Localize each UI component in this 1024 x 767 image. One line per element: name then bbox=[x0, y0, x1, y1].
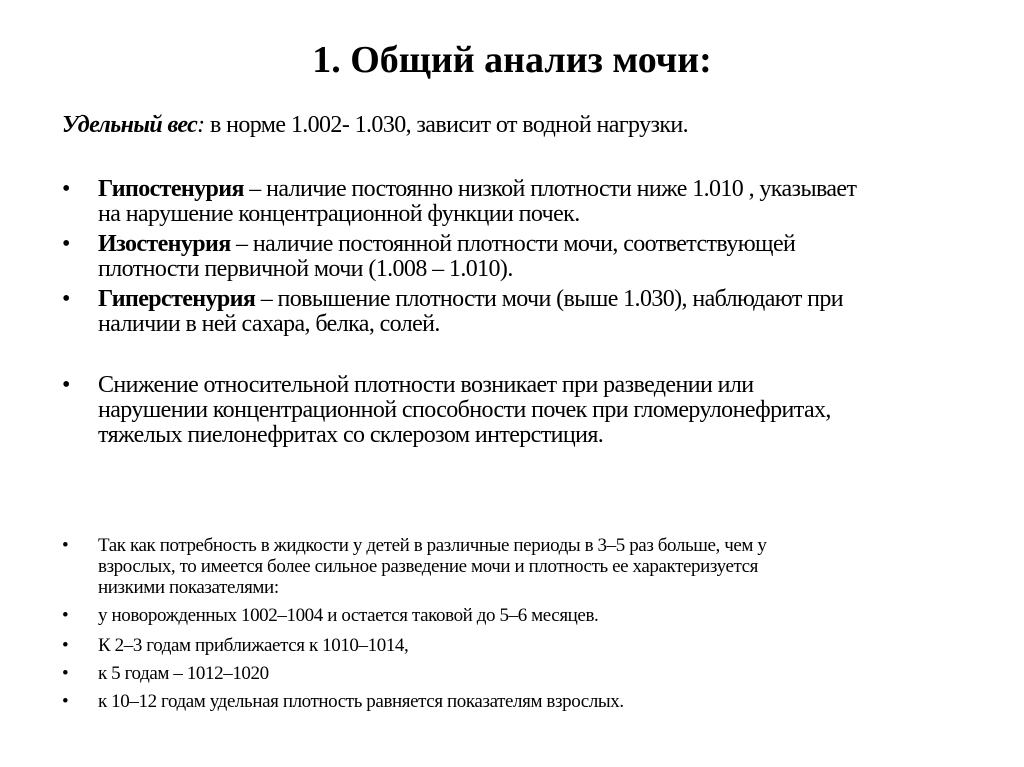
bullet-hyposthenuria-line2: на нарушение концентрационной функции почек. bbox=[98, 201, 580, 227]
bullet-dot: • bbox=[62, 535, 69, 556]
bullet-dot: • bbox=[62, 176, 70, 202]
intro-line bbox=[62, 112, 688, 138]
intro-colon: : bbox=[197, 112, 205, 138]
bullet-hypersthenuria-line2: наличии в ней сахара, белка, солей. bbox=[98, 311, 440, 337]
intro-text: в норме 1.002- 1.030, зависит от водной нагрузки. bbox=[204, 112, 689, 138]
bullet-dot: • bbox=[62, 372, 70, 398]
bullet-children-line2: взрослых, то имеется более сильное разведение мочи и плотность ее характеризуется bbox=[98, 556, 759, 577]
bullet-dot: • bbox=[62, 231, 70, 257]
bullet-dot: • bbox=[62, 286, 70, 312]
slide-title: 1. Общий анализ мочи: bbox=[312, 39, 712, 81]
term-hypersthenuria: Гиперстенурия bbox=[98, 286, 256, 312]
bullet-dot: • bbox=[62, 605, 69, 626]
bullet-dot: • bbox=[62, 691, 69, 712]
bullet-children-line3: низкими показателями: bbox=[98, 577, 279, 598]
bullet-text: – наличие постоянной плотности мочи, соответствующей bbox=[230, 231, 796, 257]
term-isosthenuria: Изостенурия bbox=[98, 231, 231, 257]
bullet-children-line1: Так как потребность в жидкости у детей в различные периоды в 3–5 раз больше, чем у bbox=[98, 535, 767, 556]
bullet-decrease-line2: нарушении концентрационной способности почек при гломерулонефритах, bbox=[98, 397, 831, 423]
bullet-dot: • bbox=[62, 635, 69, 656]
bullet-isosthenuria-line1 bbox=[98, 231, 795, 257]
bullet-dot: • bbox=[62, 663, 69, 684]
intro-term: Удельный вес bbox=[62, 112, 198, 138]
bullet-decrease-line3: тяжелых пиелонефритах со склерозом интерстиция. bbox=[98, 422, 604, 448]
bullet-hypersthenuria-line1 bbox=[98, 286, 843, 312]
bullet-age-2-3: К 2–3 годам приближается к 1010–1014, bbox=[98, 635, 409, 656]
bullet-age-5: к 5 годам – 1012–1020 bbox=[98, 663, 269, 684]
bullet-text: – повышение плотности мочи (выше 1.030), наблюдают при bbox=[255, 286, 843, 312]
bullet-newborns: у новорожденных 1002–1004 и остается таковой до 5–6 месяцев. bbox=[98, 605, 599, 626]
bullet-age-10-12: к 10–12 годам удельная плотность равняется показателям взрослых. bbox=[98, 691, 624, 712]
bullet-hyposthenuria-line1 bbox=[98, 176, 856, 202]
bullet-text: – наличие постоянно низкой плотности ниже 1.010 , указывает bbox=[243, 176, 857, 202]
bullet-isosthenuria-line2: плотности первичной мочи (1.008 – 1.010). bbox=[98, 256, 513, 282]
term-hyposthenuria: Гипостенурия bbox=[98, 176, 244, 202]
bullet-decrease-line1: Снижение относительной плотности возникает при разведении или bbox=[98, 372, 754, 398]
